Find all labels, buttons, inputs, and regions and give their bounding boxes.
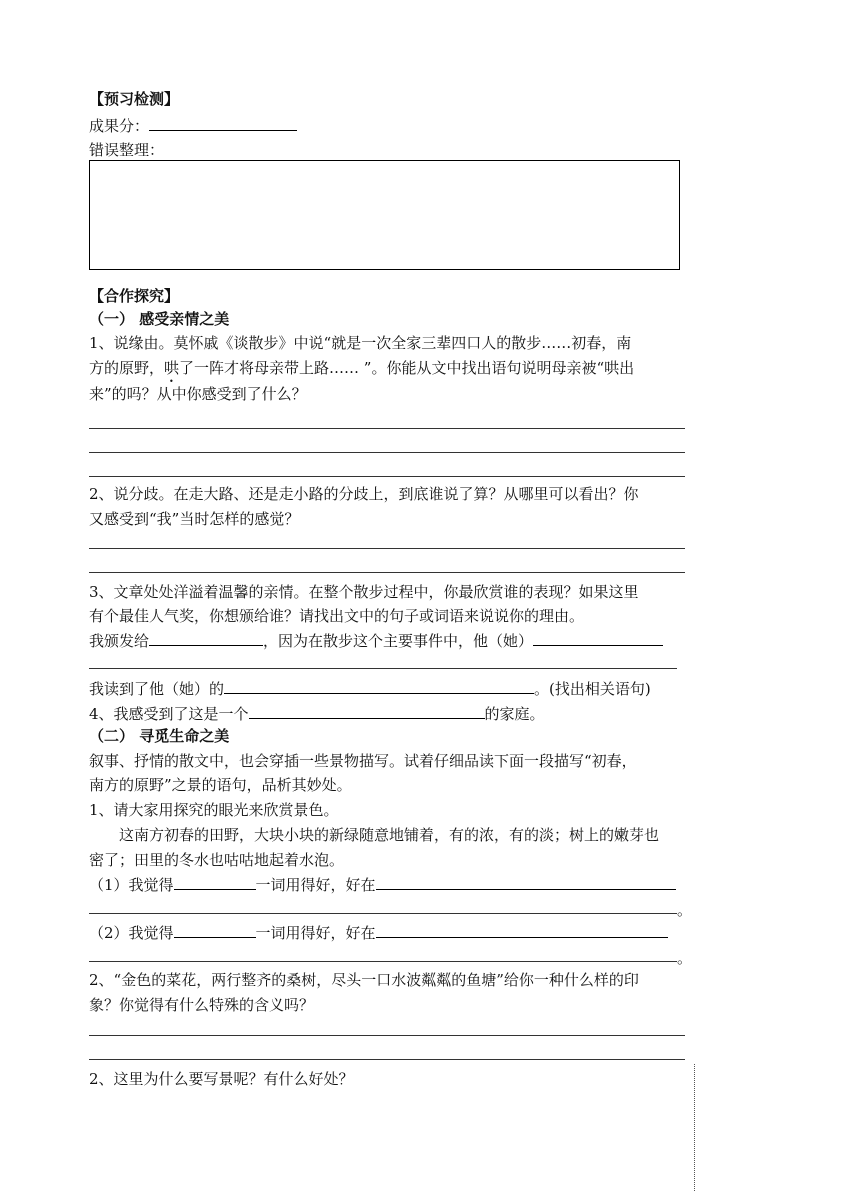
q1-emphasis-word: 哄	[164, 359, 180, 377]
q3-line2: 有个最佳人气奖，你想颁给谁？请找出文中的句子或词语来说说你的理由。	[89, 607, 585, 625]
q1-line3: 来”的吗？从中你感受到了什么？	[89, 385, 307, 403]
part1-title: （一） 感受亲情之美	[89, 310, 230, 328]
p2-fill1-b: 一词用得好，好在	[255, 876, 376, 894]
q2-line1: 2、说分歧。在走大路、还是走小路的分歧上，到底谁说了算？从哪里可以看出？你	[89, 485, 639, 503]
coop-heading: 【合作探究】	[89, 287, 180, 305]
p2-fill2-row	[89, 922, 668, 943]
p2-quote-line2: 密了；田里的冬水也咕咕地起着水泡。	[89, 851, 345, 869]
q1-line2-b: 了一阵才将母亲带上路…… ”。你能从文中找出语句说明母亲被“哄出	[179, 359, 635, 377]
p2-fill1-row	[89, 874, 676, 895]
p2-fill2-a: （2）我觉得	[89, 924, 174, 942]
q3-award-a: 我颁发给	[89, 632, 150, 650]
q4-b: 的家庭。	[484, 705, 545, 723]
family-blank[interactable]	[249, 703, 485, 719]
p2-q3: 2、这里为什么要写景呢？有什么好处？	[89, 1070, 354, 1088]
q2-line2: 又感受到“我”当时怎样的感觉？	[89, 510, 300, 528]
score-blank[interactable]	[149, 115, 297, 131]
award-reason-blank[interactable]	[533, 630, 663, 646]
period: 。	[677, 901, 693, 919]
q3-line1: 3、文章处处洋溢着温馨的亲情。在整个散步过程中，你最欣赏谁的表现？如果这里	[89, 583, 639, 601]
q3-award-row	[89, 630, 663, 651]
q3-read-b: 。(找出相关语句)	[534, 680, 651, 698]
score-row	[89, 115, 297, 136]
word-blank[interactable]	[174, 922, 256, 938]
answer-line[interactable]	[89, 668, 677, 669]
p2-q2-line1: 2、“金色的菜花，两行整齐的桑树，尽头一口水波粼粼的鱼塘”给你一种什么样的印	[89, 971, 639, 989]
answer-line[interactable]	[89, 1059, 685, 1060]
answer-line[interactable]	[89, 572, 685, 573]
q1-line1: 1、说缘由。莫怀戚《谈散步》中说“就是一次全家三辈四口人的散步……初春，南	[89, 334, 632, 352]
reason-blank[interactable]	[376, 922, 668, 938]
p2-intro-line1: 叙事、抒情的散文中，也会穿插一些景物描写。试着仔细品读下面一段描写“初春，	[89, 752, 637, 770]
error-label: 错误整理：	[89, 141, 165, 159]
preview-heading: 【预习检测】	[89, 90, 180, 108]
q3-read-a: 我读到了他（她）的	[89, 680, 225, 698]
p2-fill2-b: 一词用得好，好在	[255, 924, 376, 942]
answer-line[interactable]	[89, 961, 677, 962]
q4-row	[89, 703, 545, 724]
word-blank[interactable]	[174, 874, 256, 890]
score-label: 成果分：	[89, 117, 150, 135]
q3-award-b: ，因为在散步这个主要事件中，他（她）	[263, 632, 534, 650]
answer-line[interactable]	[89, 1035, 685, 1036]
p2-intro-line2: 南方的原野”之景的语句，品析其妙处。	[89, 776, 352, 794]
p2-q2-line2: 象？你觉得有什么特殊的含义吗？	[89, 996, 315, 1014]
p2-fill1-a: （1）我觉得	[89, 876, 174, 894]
q3-read-row	[89, 678, 651, 699]
read-quote-blank[interactable]	[224, 678, 534, 694]
period: 。	[677, 949, 693, 967]
q1-line2	[89, 358, 634, 386]
margin-dotted-line	[694, 1064, 695, 1191]
answer-line[interactable]	[89, 476, 685, 477]
error-notes-box[interactable]	[89, 160, 680, 270]
p2-q1: 1、请大家用探究的眼光来欣赏景色。	[89, 801, 339, 819]
part2-title: （二） 寻觅生命之美	[89, 727, 230, 745]
p2-quote-line1: 这南方初春的田野，大块小块的新绿随意地铺着，有的浓，有的淡；树上的嫩芽也	[119, 826, 660, 844]
q4-a: 4、我感受到了这是一个	[89, 705, 249, 723]
answer-line[interactable]	[89, 428, 685, 429]
reason-blank[interactable]	[376, 874, 676, 890]
answer-line[interactable]	[89, 452, 685, 453]
award-recipient-blank[interactable]	[149, 630, 263, 646]
answer-line[interactable]	[89, 913, 677, 914]
q1-line2-a: 方的原野，	[89, 359, 165, 377]
answer-line[interactable]	[89, 548, 685, 549]
